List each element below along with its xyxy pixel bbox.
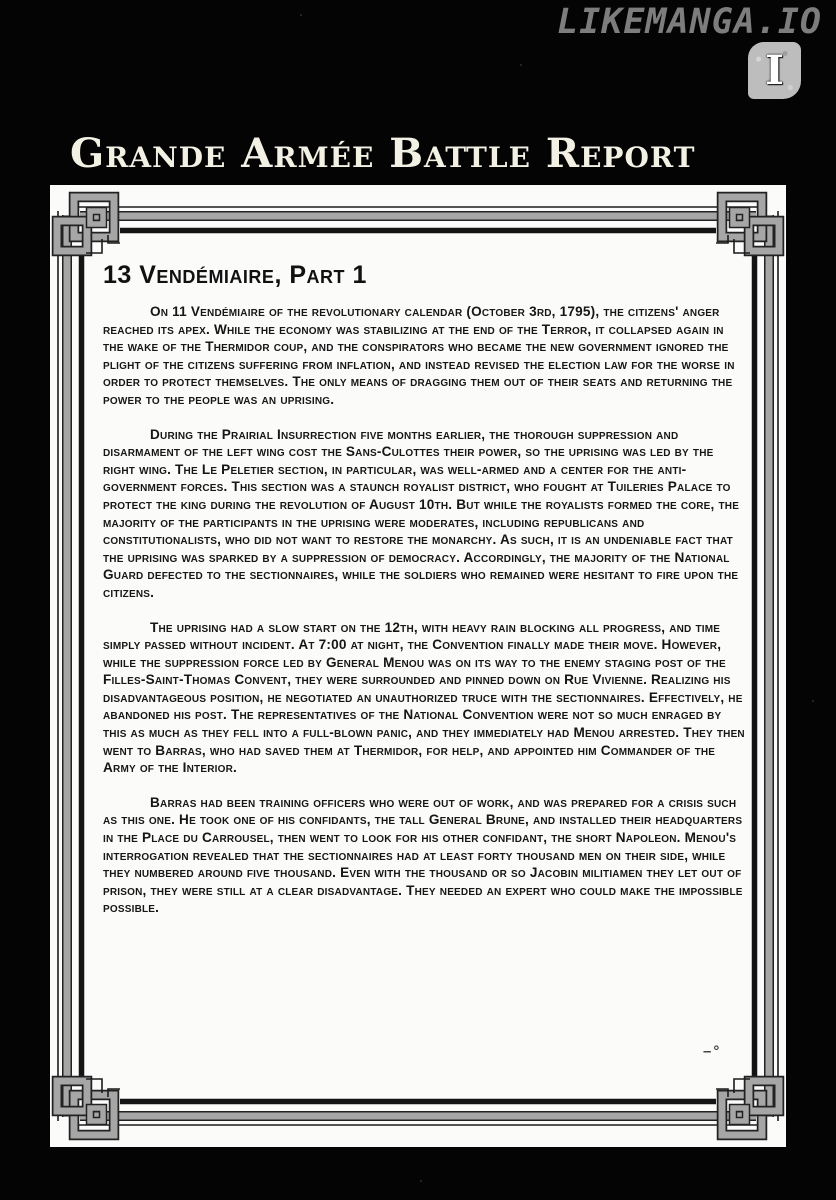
background-speck: [812, 700, 814, 702]
background-speck: [420, 1180, 422, 1182]
report-body: [103, 303, 748, 934]
report-page: [50, 185, 786, 1147]
site-watermark: LIKEMANGA.IO: [557, 2, 822, 42]
report-paragraph: Barras had been training officers who were out of work, and was prepared for a crisis such as this one. He took one of his confidants, the tall General Brune, and installed their headquarters in the Place du Carrousel, then went to look for his other confidant, the short Napoleon. Menou's interrogation revealed that the sectionnaires had at least forty thousand men on their side, while they numbered around five thousand. Even with the thousand or so Jacobin militiamen they let out of prison, they were still at a clear disadvantage. They needed an expert who could make the impossible possible.: [103, 794, 743, 916]
background-speck: [300, 14, 302, 16]
page-number-badge: [748, 42, 801, 99]
artist-corner-mark: –°: [703, 1043, 722, 1060]
report-paragraph: During the Prairial Insurrection five months earlier, the thorough suppression and disarmament of the left wing cost the Sans-Culottes their power, so the uprising was led by the right wing. The Le Peletier section, in particular, was well-armed and a center for the anti-government forces. This section was a staunch royalist district, who fought at Tuileries Palace to protect the king during the revolution of August 10th. But while the royalists formed the core, the majority of the participants in the uprising were moderates, including republicans and constitutionalists, who did not want to restore the monarchy. As such, it is an undeniable fact that the uprising was sparked by a suppression of democracy. Accordingly, the majority of the National Guard defected to the sectionnaires, while the soldiers who remained were hesitant to fire upon the citizens.: [103, 426, 740, 600]
page-numeral: I: [765, 46, 784, 94]
report-paragraph: The uprising had a slow start on the 12th, with heavy rain blocking all progress, and time simply passed without incident. At 7:00 at night, the Convention finally made their move. However, while the suppression force led by General Menou was on its way to the enemy staging post of the Filles-Saint-Thomas Convent, they were surrounded and pinned down on Rue Vivienne. Realizing his disadvantageous position, he negotiated an unauthorized truce with the sectionnaires. Effectively, he abandoned his post. The representatives of the National Convention were not so much enraged by this as much as they fell into a full-blown panic, and they immediately had Menou arrested. They then went to Barras, who had saved them at Thermidor, for help, and appointed him Commander of the Army of the Interior.: [103, 619, 745, 776]
background-speck: [520, 64, 522, 66]
report-paragraph: On 11 Vendémiaire of the revolutionary calendar (October 3rd, 1795), the citizens' anger reached its apex. While the economy was stabilizing at the end of the Terror, it collapsed again in the wake of the Thermidor coup, and the conspirators who became the new government ignored the plight of the citizens suffering from inflation, and instead revised the election law for the worse in order to protect themselves. The only means of dragging them out of their seats and returning the power to the people was an uprising.: [103, 304, 735, 407]
chapter-heading: 13 Vendémiaire, Part 1: [103, 261, 367, 289]
page-title: Grande Armée Battle Report: [70, 130, 696, 177]
